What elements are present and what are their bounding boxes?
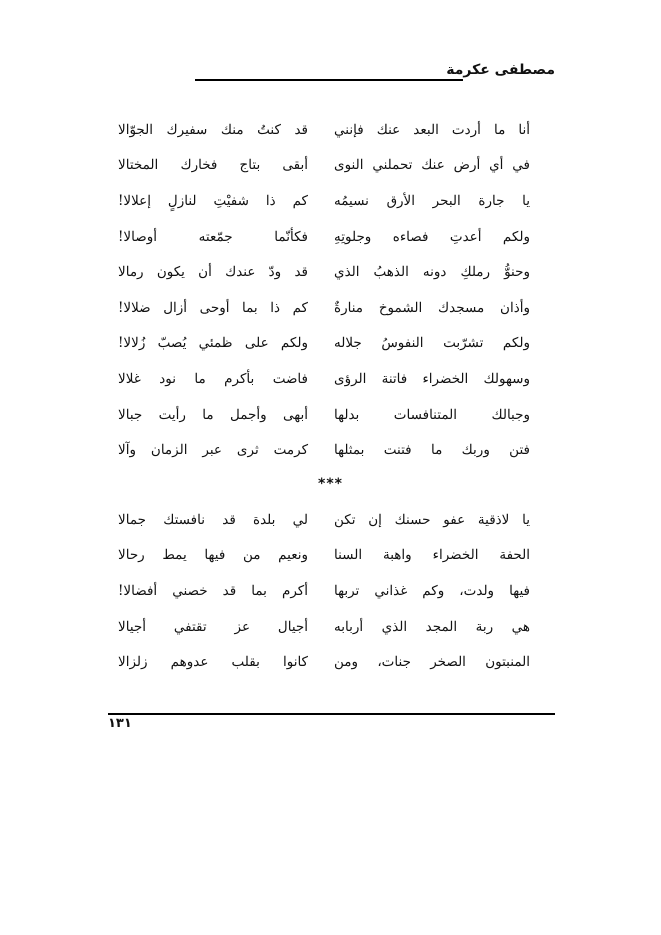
verse-line [118,538,530,574]
first-hemistich: في أي أرض عنك تحملني النوى [334,157,530,174]
first-hemistich: يا لاذقية عفو حسنك إن تكن [334,511,530,528]
second-hemistich: كم ذا شفيْتِ لنازلٍ إعلالا! [118,192,308,209]
second-hemistich: أكرم بما قد خصني أفضالا! [118,582,308,599]
verse-line [118,112,530,148]
second-hemistich: ونعيم من فيها يمط رحالا [118,547,308,564]
verse-line [118,609,530,645]
first-hemistich: هي ربة المجد الذي أربابه [334,618,530,635]
first-hemistich: ولكم أعدتِ فصاءه وجلوتِهِ [334,228,530,245]
first-hemistich: وجبالك المتنافسات بدلها [334,406,530,423]
second-hemistich: قد كنتُ منك سفيرك الجوّالا [118,121,308,138]
page-header [108,62,555,86]
first-hemistich: فتن وربك ما فتنت بمثلها [334,442,530,459]
first-hemistich: الحفة الخضراء واهبة السنا [334,547,530,564]
second-hemistich: ولكم على ظمئي يُصبّ زُلالا! [118,335,308,352]
verse-line [118,148,530,184]
verse-line [118,397,530,433]
first-hemistich: ولكم تشرّبت النفوسُ جلاله [334,335,530,352]
second-hemistich: فكأنّما جمّعته أوصالا! [118,228,308,245]
first-hemistich: فيها ولدت، وكم غذاني تربها [334,582,530,599]
page-number: ١٣١ [108,716,132,731]
verse-line [118,361,530,397]
second-hemistich: لي بلدة قد نافستك جمالا [118,511,308,528]
poem-stanza-1 [118,112,530,468]
verse-line [118,502,530,538]
first-hemistich: يا جارة البحر الأرق نسيمُه [334,192,530,209]
verse-line [118,290,530,326]
second-hemistich: كم ذا بما أوحى أزال ضلالا! [118,299,308,316]
poem-stanza-2 [118,502,530,680]
verse-line [118,432,530,468]
second-hemistich: أجيال عز تقتفي أجيالا [118,618,308,635]
second-hemistich: أبقى بتاج فخارك المختالا [118,157,308,174]
stanza-separator: *** [318,476,343,492]
second-hemistich: كانوا بقلب عدوهم زلزالا [118,654,308,671]
verse-line [118,573,530,609]
verse-line [118,219,530,255]
verse-line [118,326,530,362]
verse-line [118,644,530,680]
second-hemistich: كرمت ثرى عبر الزمان وآلا [118,442,308,459]
second-hemistich: فاضت بأكرم ما نود غلالا [118,370,308,387]
author-name: مصطفى عكرمة [446,62,555,78]
verse-line [118,254,530,290]
verse-line [118,183,530,219]
second-hemistich: أبهى وأجمل ما رأيت جبالا [118,406,308,423]
first-hemistich: وسهولك الخضراء فاتنة الرؤى [334,370,530,387]
first-hemistich: وحنوُّ رملكِ دونه الذهبُ الذي [334,264,530,281]
first-hemistich: أنا ما أردت البعد عنك فإنني [334,121,530,138]
header-rule [195,79,463,81]
first-hemistich: المنبتون الصخر جنات، ومن [334,654,530,671]
footer-rule [108,713,555,715]
first-hemistich: وأذان مسجدك الشموخ منارةٌ [334,299,530,316]
second-hemistich: قد ودّ عندك أن يكون رمالا [118,264,308,281]
